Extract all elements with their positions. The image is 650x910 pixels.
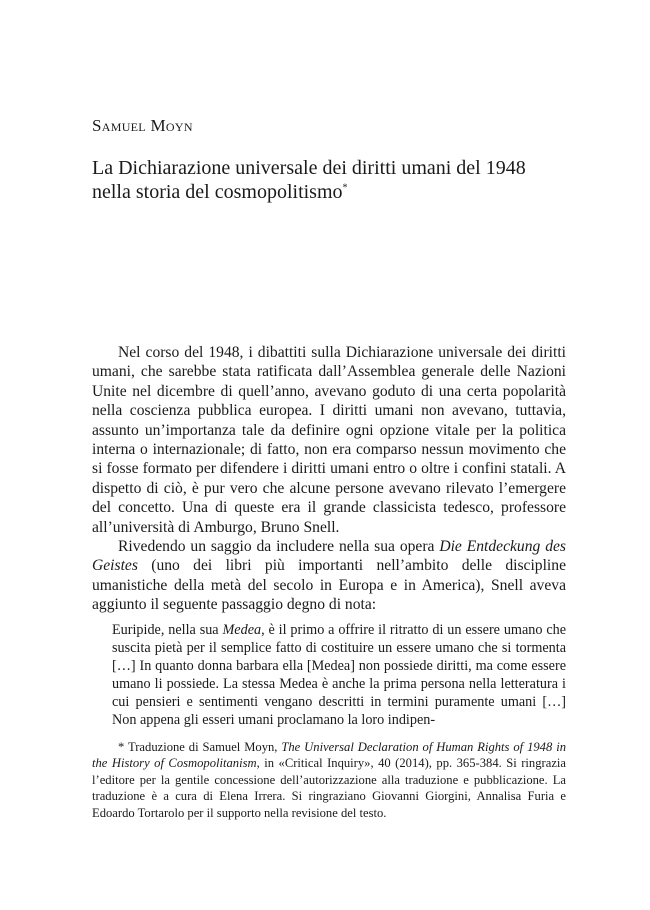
paragraph-2 [92,537,566,615]
quote-text-start: Euripide, nella sua [112,621,223,638]
footnote-text-start: * Traduzione di Samuel Moyn, [118,740,282,754]
footnote [92,739,566,821]
title-line-1: La Dichiarazione universale dei diritti umani del 1948 [92,157,526,179]
title-line-2: nella storia del cosmopolitismo [92,181,343,203]
article-body [92,343,566,729]
paragraph-2-text-end: (uno dei libri più importanti nell’ambito delle discipline umanistiche della metà del secolo in Europa e in America), Snell aveva aggiunto il seguente passaggio degno di nota: [92,557,566,614]
footnote-text-end: , in «Critical Inquiry», 40 (2014), pp. 365-384. Si ringrazia l’editore per la gentile concessione dell’autorizzazione alla traduzione e pubblicazione. La traduzione è a cura di Elena Irrera. Si ringraziano Giovanni Giorgini, Annalisa Furia e Edoardo Tortarolo per il supporto nella revisione del testo. [92,756,566,820]
footnote-marker: * [342,182,348,194]
book-title: Die Entdeckung des Geistes [92,538,566,575]
paragraph-2-text-start: Rivedendo un saggio da includere nella sua opera [118,538,440,556]
quote-work-title: Medea [222,621,262,638]
quote-text-end: , è il primo a offrire il ritratto di un essere umano che suscita pietà per il semplice fatto di costituire un essere umano che si tormenta […] In quanto donna barbara ella [Medea] non possiede diritti, ma come essere umano li possiede. La stessa Medea è anche la prima persona nella letteratura i cui pensieri e sentimenti vengano descritti in termini puramente umani […] Non appena gli esseri umani proclamano la loro indipen- [112,621,567,728]
footnote-paragraph [92,739,566,821]
article-title [92,156,572,204]
author-name: Samuel Moyn [92,116,193,135]
block-quote [112,621,566,729]
paragraph-1: Nel corso del 1948, i dibattiti sulla Dichiarazione universale dei diritti umani, che sarebbe stata ratificata dall’Assemblea generale delle Nazioni Unite nel dicembre di quell’anno, avevano goduto di una certa popolarità nella coscienza pubblica europea. I diritti umani non avevano, tuttavia, assunto un’importanza tale da definire ogni opzione vitale per la politica interna o internazionale; di fatto, non era comparso nessun movimento che si fosse formato per difendere i diritti umani entro o oltre i confini statali. A dispetto di ciò, è pur vero che alcune persone avevano rilevato l’emergere del concetto. Una di queste era il grande classicista tedesco, professore all’università di Amburgo, Bruno Snell. [92,344,566,536]
footnote-source-title: The Universal Declaration of Human Rights of 1948 in the History of Cosmopolitanism [92,740,566,771]
